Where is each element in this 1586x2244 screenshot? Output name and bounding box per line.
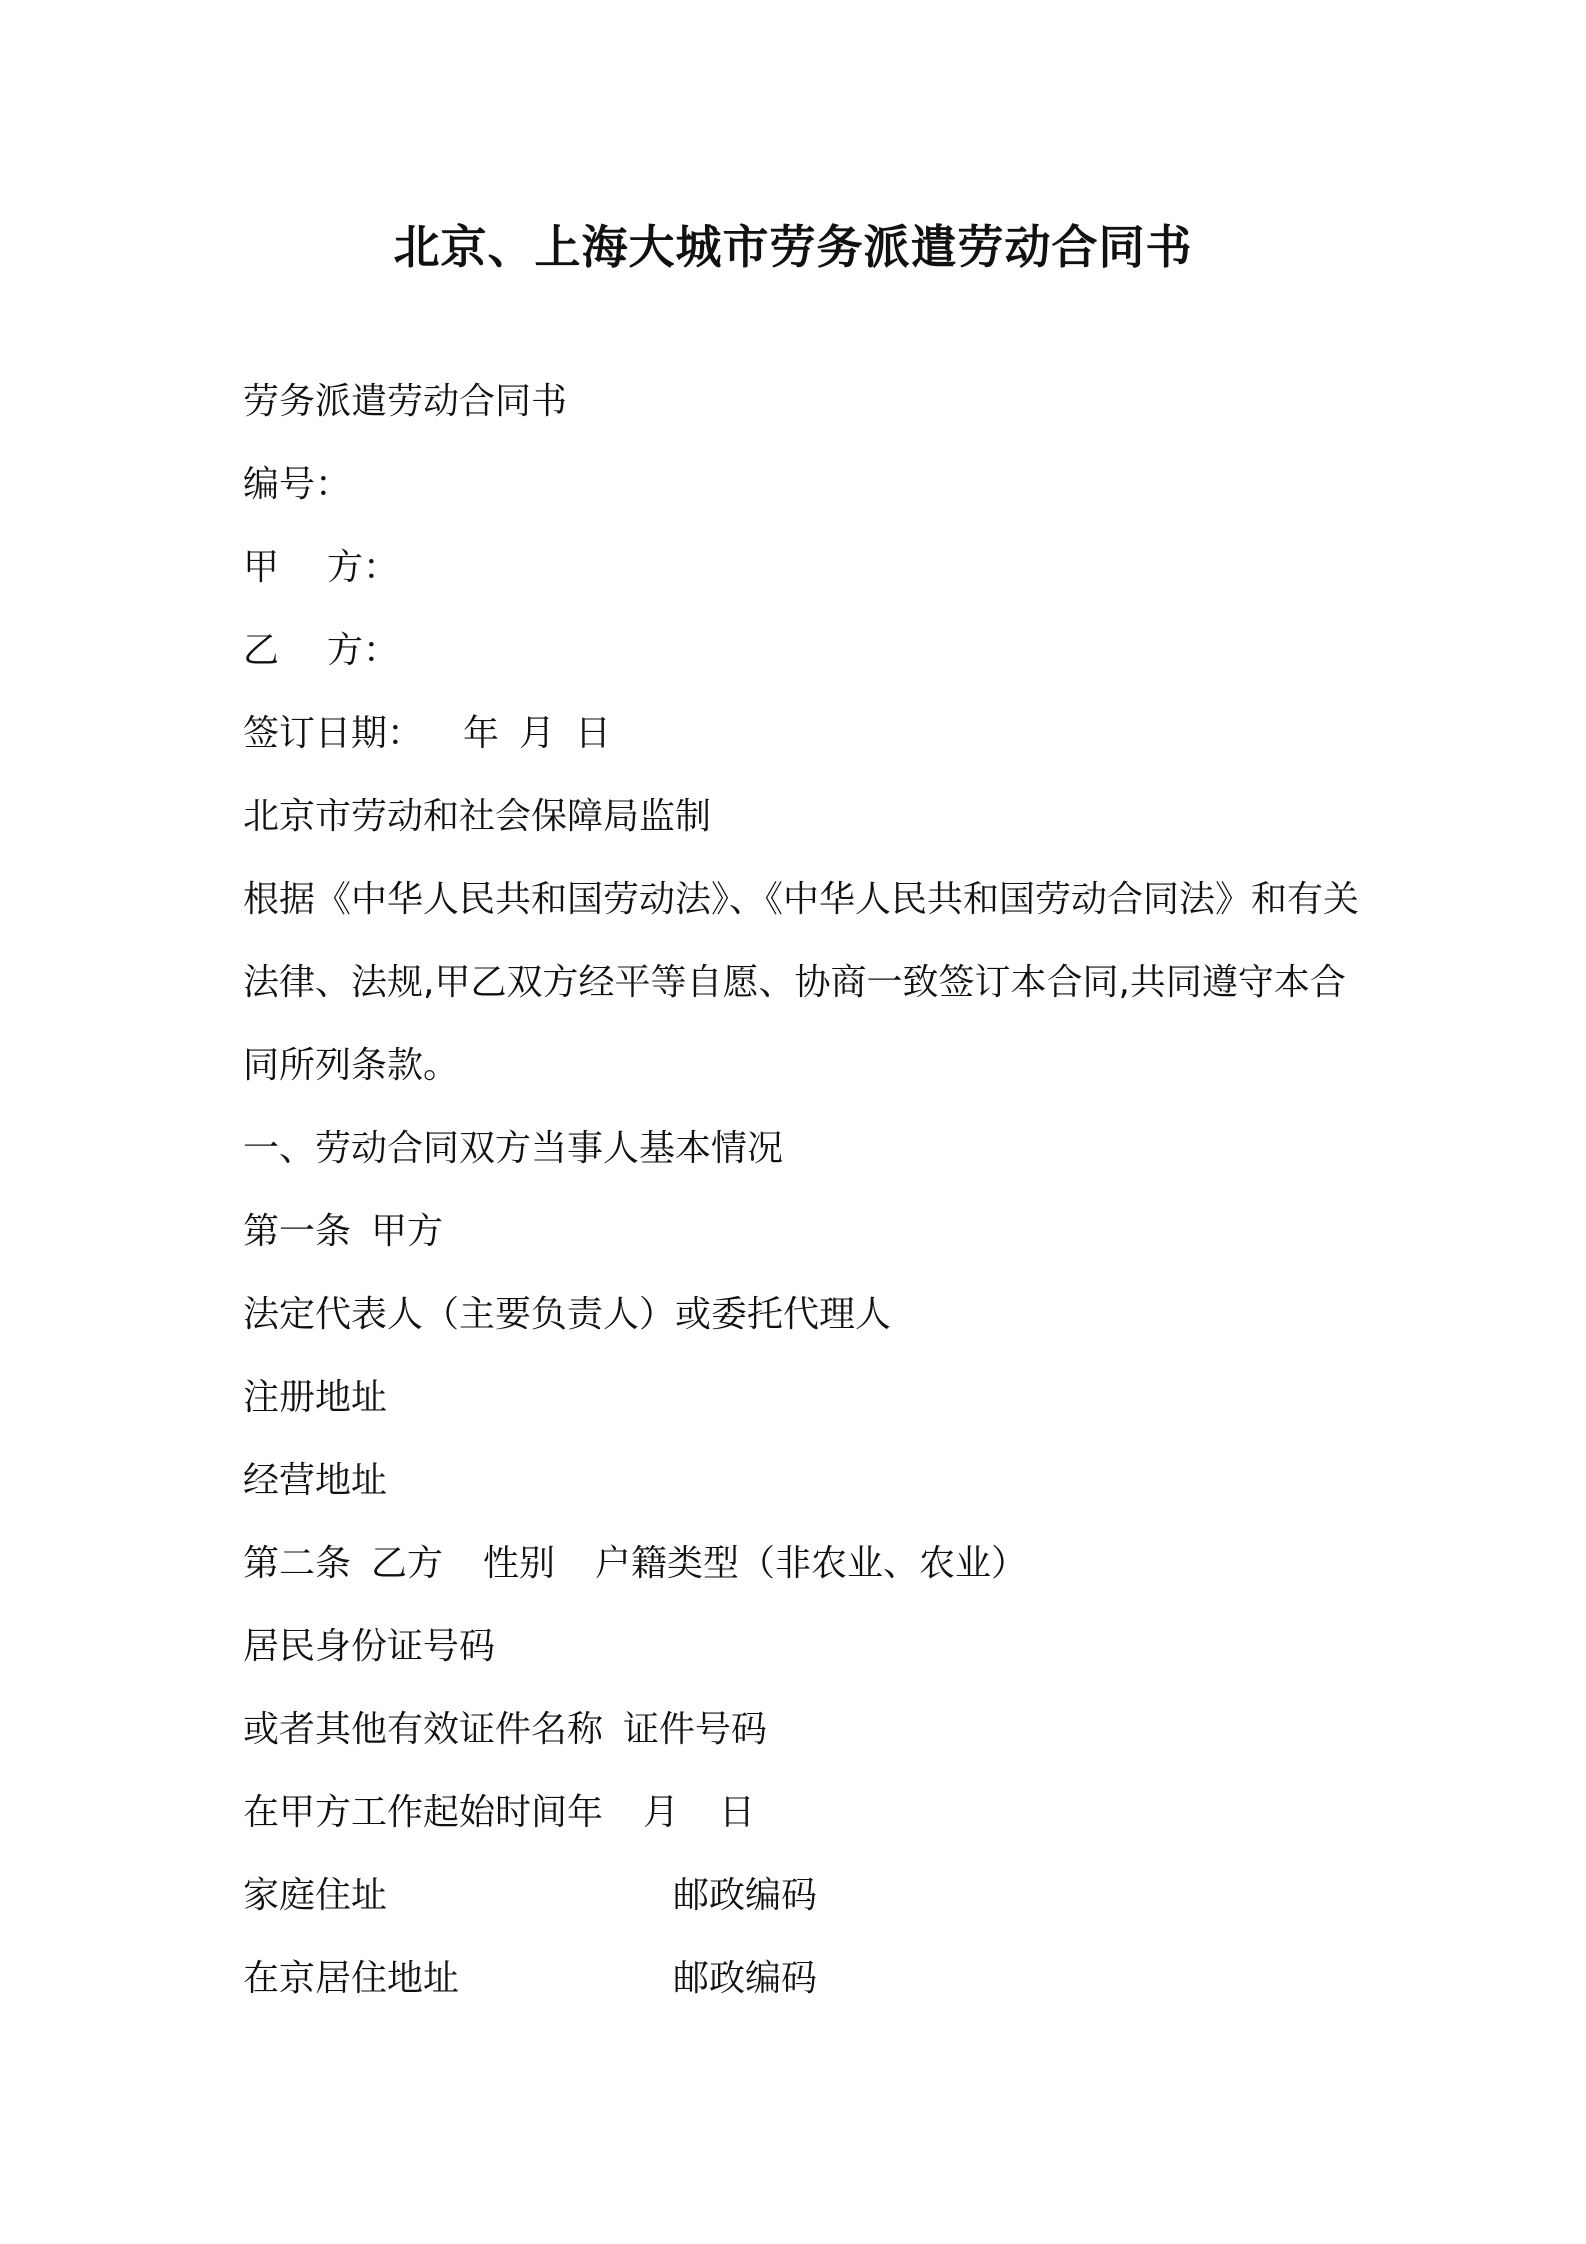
postal-code-label-2: 邮政编码 xyxy=(673,1958,818,1999)
id-number-line: 居民身份证号码 xyxy=(243,1626,496,1667)
sign-date-day: 日 xyxy=(575,713,612,754)
article1-party: 甲方 xyxy=(371,1211,444,1252)
other-id-name-label: 或者其他有效证件名称 xyxy=(243,1709,604,1750)
subtitle: 劳务派遣劳动合同书 xyxy=(243,381,568,422)
home-address-label: 家庭住址 xyxy=(243,1875,388,1916)
sign-date-label: 签订日期： xyxy=(243,713,424,754)
postal-code-label-1: 邮政编码 xyxy=(673,1875,818,1916)
party-b-char2: 方： xyxy=(327,630,400,671)
home-address-line xyxy=(243,1854,1363,1937)
article2-party: 乙方 xyxy=(371,1543,444,1584)
party-b-char1: 乙 xyxy=(243,630,280,671)
article2-line xyxy=(243,1522,1363,1605)
document-body xyxy=(243,360,1363,2020)
preamble-paragraph: 根据《中华人民共和国劳动法》、《中华人民共和国劳动合同法》和有关法律、法规,甲乙双方经平等自愿、协商一致签订本合同,共同遵守本合同所列条款。 xyxy=(243,879,1360,1086)
party-b-line xyxy=(243,609,1363,692)
start-day: 日 xyxy=(719,1792,756,1833)
business-address-line: 经营地址 xyxy=(243,1460,388,1501)
sign-date-line xyxy=(243,692,1363,775)
gender-label: 性别 xyxy=(483,1543,556,1584)
article1-line xyxy=(243,1190,1363,1273)
party-a-line xyxy=(243,526,1363,609)
id-doc-number-label: 证件号码 xyxy=(623,1709,768,1750)
start-time-line xyxy=(243,1771,1363,1854)
household-type-label: 户籍类型（非农业、农业） xyxy=(595,1543,1028,1584)
party-a-char2: 方： xyxy=(327,547,400,588)
document-title: 北京、上海大城市劳务派遣劳动合同书 xyxy=(393,220,1193,274)
start-time-label: 在甲方工作起始时间年 xyxy=(243,1792,604,1833)
number-label: 编号： xyxy=(243,464,352,505)
sign-date-year: 年 xyxy=(463,713,500,754)
party-a-char1: 甲 xyxy=(243,547,280,588)
beijing-address-label: 在京居住地址 xyxy=(243,1958,460,1999)
beijing-address-line xyxy=(243,1937,1363,2020)
other-id-line xyxy=(243,1688,1363,1771)
start-month: 月 xyxy=(643,1792,680,1833)
sign-date-month: 月 xyxy=(519,713,556,754)
registered-address-line: 注册地址 xyxy=(243,1377,388,1418)
section1-heading: 一、劳动合同双方当事人基本情况 xyxy=(243,1128,784,1169)
supervisor-line: 北京市劳动和社会保障局监制 xyxy=(243,796,712,837)
article2-label: 第二条 xyxy=(243,1543,352,1584)
legal-rep-line: 法定代表人（主要负责人）或委托代理人 xyxy=(243,1294,892,1335)
number-line xyxy=(243,443,1363,526)
article1-label: 第一条 xyxy=(243,1211,352,1252)
